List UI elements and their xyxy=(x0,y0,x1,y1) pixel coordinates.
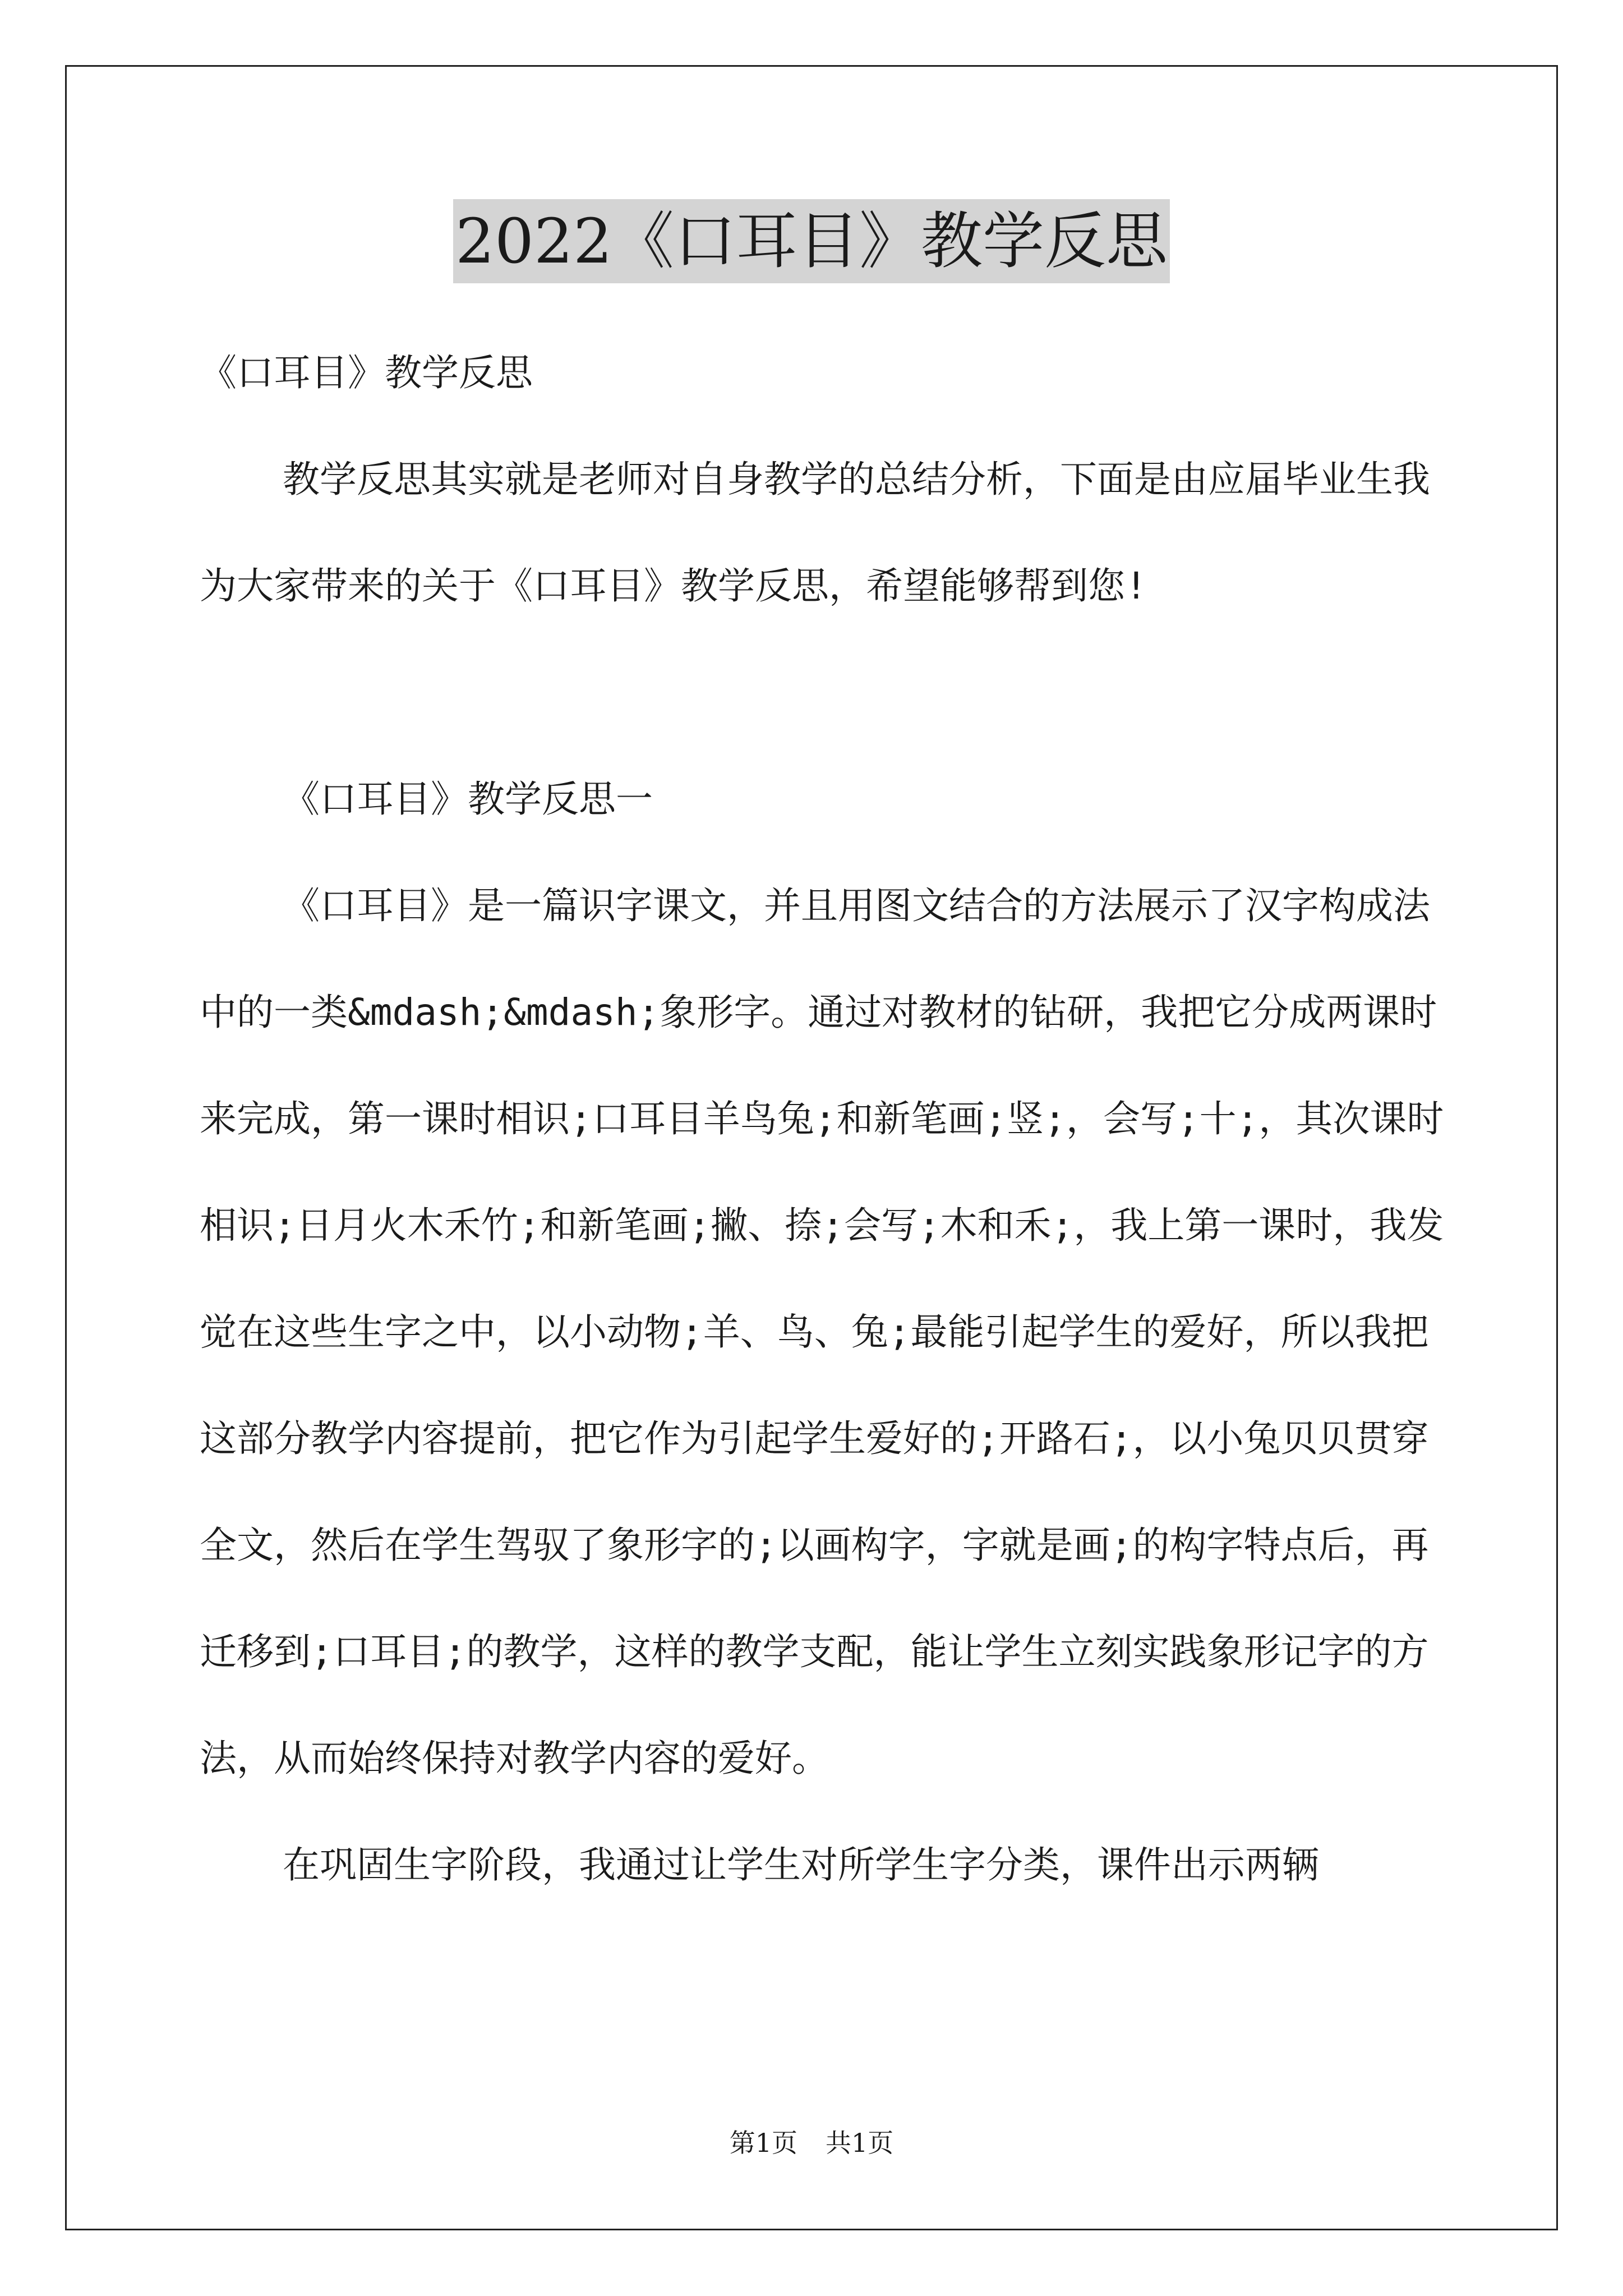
section-heading: 《口耳目》教学反思一 xyxy=(283,777,653,821)
document-subtitle: 《口耳目》教学反思 xyxy=(200,351,533,394)
page-number: 第1页 xyxy=(729,2128,797,2158)
body-paragraph: 《口耳目》是一篇识字课文，并且用图文结合的方法展示了汉字构成法中的一类&mdash;&mdash;象形字。通过对教材的钻研，我把它分成两课时来完成，第一课时相识;口耳目羊鸟兔;和新笔画;竖;，会写;十;，其次课时相识;日月火木禾竹;和新笔画;撇、捺;会写;木和禾;，我上第一课时，我发觉在这些生字之中，以小动物;羊、鸟、兔;最能引起学生的爱好，所以我把这部分教学内容提前，把它作为引起学生爱好的;开路石;，以小兔贝贝贯穿全文，然后在学生驾驭了象形字的;以画构字，字就是画;的构字特点后，再迁移到;口耳目;的教学，这样的教学支配，能让学生立刻实践象形记字的方法，从而始终保持对教学内容的爱好。 xyxy=(200,884,1444,1780)
body-paragraph: 在巩固生字阶段，我通过让学生对所学生字分类，课件出示两辆 xyxy=(283,1843,1319,1887)
page-total: 共1页 xyxy=(826,2128,894,2158)
intro-paragraph: 教学反思其实就是老师对自身教学的总结分析，下面是由应届毕业生我为大家带来的关于《口耳目》教学反思，希望能够帮到您! xyxy=(200,458,1430,608)
page-footer xyxy=(0,2126,1623,2160)
document-body xyxy=(200,320,1450,1918)
document-title: 2022《口耳目》教学反思 xyxy=(453,199,1170,283)
title-container xyxy=(0,199,1623,283)
